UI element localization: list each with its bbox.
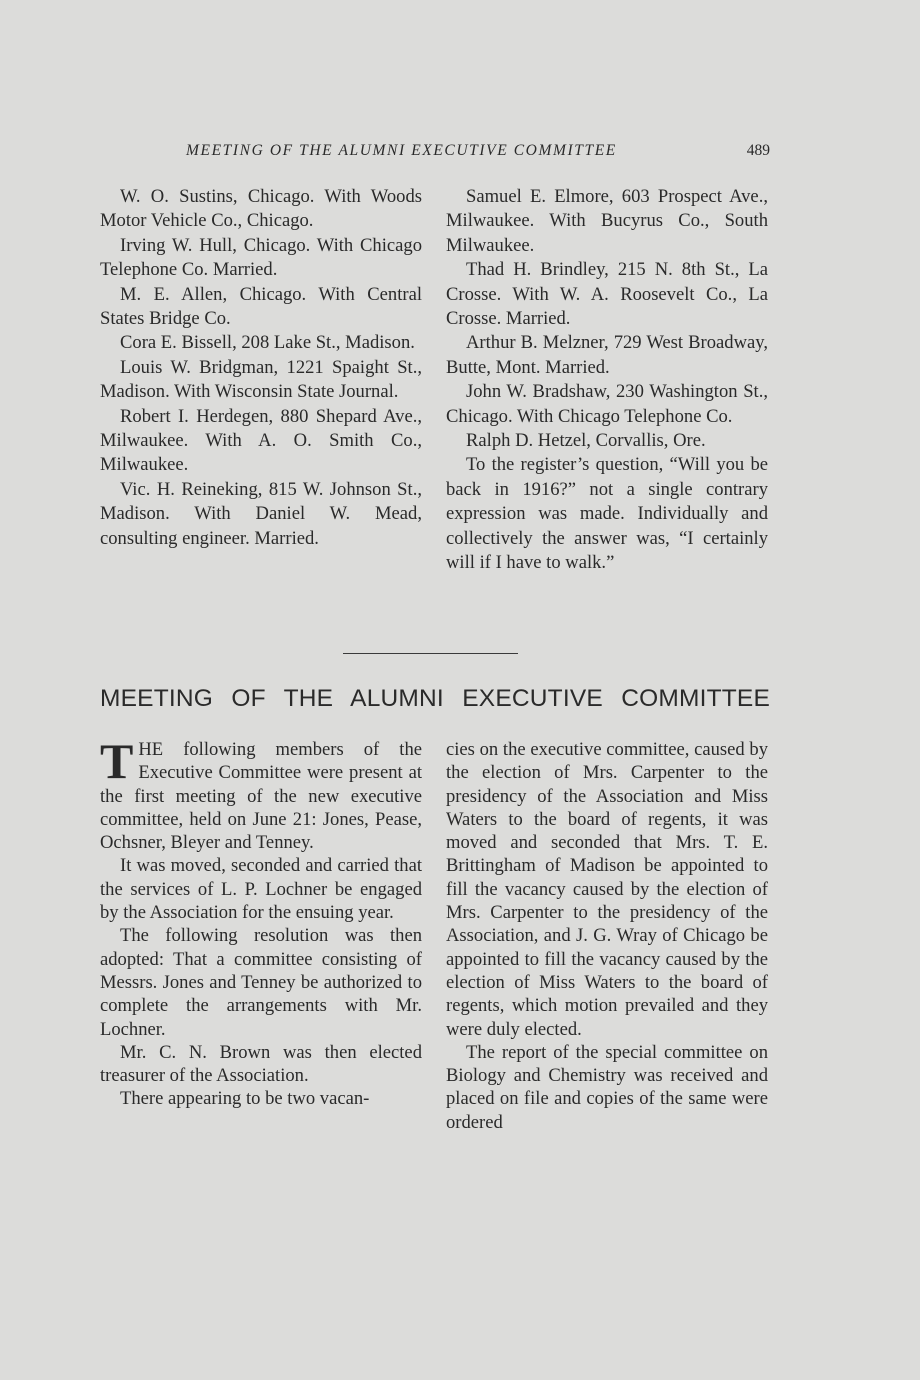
page-number: 489: [746, 142, 770, 159]
article-right-column: [446, 738, 768, 1134]
list-item: Arthur B. Melzner, 729 West Broadway, Butte, Mont. Married.: [446, 332, 768, 378]
article-paragraph: The report of the special committee on Biology and Chemistry was received and placed on file and copies of the same were ordered: [446, 1041, 768, 1133]
alumni-list-left-column: [100, 185, 422, 551]
list-item: John W. Bradshaw, 230 Washington St., Chicago. With Chicago Telephone Co.: [446, 381, 768, 427]
list-item: W. O. Sustins, Chicago. With Woods Motor Vehicle Co., Chicago.: [100, 186, 422, 232]
list-item: Vic. H. Reineking, 815 W. Johnson St., Madison. With Daniel W. Mead, consulting engineer. Married.: [100, 478, 422, 549]
running-head: [100, 142, 770, 164]
first-paragraph-text: HE following members of the Executive Committee were present at the first meeting of the new executive committee, held on June 21: Jones, Pease, Ochsner, Bleyer and Tenney.: [100, 739, 422, 854]
article-paragraph: [100, 733, 422, 854]
list-item: Robert I. Herdegen, 880 Shepard Ave., Milwaukee. With A. O. Smith Co., Milwaukee.: [100, 405, 422, 476]
drop-cap: T: [100, 733, 134, 789]
list-item: Cora E. Bissell, 208 Lake St., Madison.: [120, 332, 415, 354]
section-divider: [343, 653, 518, 654]
list-item: Thad H. Brindley, 215 N. 8th St., La Crosse. With W. A. Roosevelt Co., La Crosse. Married.: [446, 259, 768, 330]
article-paragraph: It was moved, seconded and carried that the services of L. P. Lochner be engaged by the Association for the ensuing year.: [100, 855, 422, 924]
list-item: Louis W. Bridgman, 1221 Spaight St., Madison. With Wisconsin State Journal.: [100, 356, 422, 403]
list-item: M. E. Allen, Chicago. With Central States Bridge Co.: [100, 283, 422, 330]
article-heading: MEETING OF THE ALUMNI EXECUTIVE COMMITTEE: [100, 685, 770, 712]
running-title: MEETING OF THE ALUMNI EXECUTIVE COMMITTEE: [186, 142, 617, 159]
article-left-column: [100, 733, 422, 1111]
alumni-list-right-column: [446, 185, 768, 576]
article-paragraph: cies on the executive committee, caused by the election of Mrs. Carpenter to the presidency of the Association and Miss Waters to the board of regents, it was moved and seconded that Mrs. T. E. Brittingham of Madison be appointed to fill the vacancy caused by the election of Mrs. Carpenter to the presidency of the Association, and J. G. Wray of Chicago be appointed to fill the vacancy caused by the election of Miss Waters to the board of regents, which motion prevailed and they were duly elected.: [446, 739, 768, 1040]
article-paragraph: Mr. C. N. Brown was then elected treasurer of the Association.: [100, 1041, 422, 1087]
list-item: Ralph D. Hetzel, Corvallis, Ore.: [466, 430, 706, 452]
article-paragraph: The following resolution was then adopted: That a committee consisting of Messrs. Jones and Tenney be authorized to complete the arrangements with Mr. Lochner.: [100, 925, 422, 1040]
closing-paragraph: To the register’s question, “Will you be back in 1916?” not a single contrary expression was made. Individually and collectively the answer was, “I certainly will if I have to walk.”: [446, 454, 768, 574]
article-paragraph: There appearing to be two vacan-: [120, 1088, 370, 1110]
list-item: Irving W. Hull, Chicago. With Chicago Telephone Co. Married.: [100, 234, 422, 281]
list-item: Samuel E. Elmore, 603 Prospect Ave., Milwaukee. With Bucyrus Co., South Milwaukee.: [446, 186, 768, 256]
